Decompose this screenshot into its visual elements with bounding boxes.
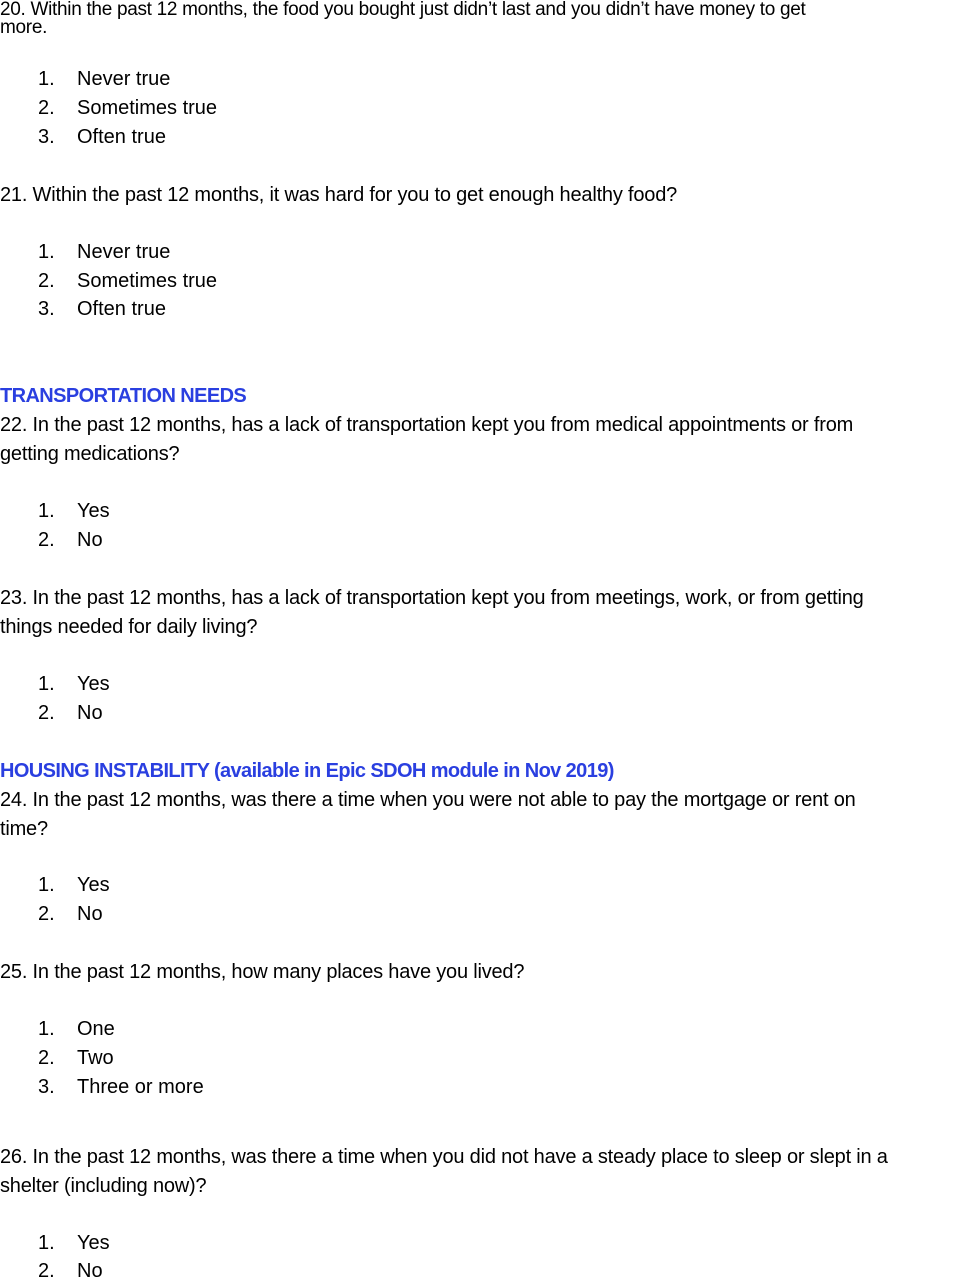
option-number: 3. [38,298,55,320]
option-number: 2. [38,903,55,925]
option-label: Yes [77,874,110,896]
option-label: Sometimes true [77,270,218,292]
option-number: 2. [38,270,55,292]
question-23-option-1 [0,670,400,699]
question-21-option-3 [0,295,400,324]
question-22-option-2 [0,526,400,555]
question-22-option-1 [0,497,400,526]
option-number: 1. [38,68,55,90]
option-label: Never true [77,68,171,90]
question-22-text-line-2: getting medications? [0,443,180,465]
option-label: No [77,702,103,724]
question-20-text-line-2: more. [0,17,48,38]
option-label: Yes [77,1232,110,1254]
option-number: 3. [38,1076,55,1098]
question-24-text-line-1: 24. In the past 12 months, was there a time when you were not able to pay the mortgage or rent on [0,789,856,811]
question-23-text-line-2: things needed for daily living? [0,616,258,638]
question-25-option-3 [0,1073,400,1102]
question-21-option-2 [0,267,400,296]
option-label: Two [77,1047,114,1069]
option-label: Yes [77,500,110,522]
question-22-text-line-1: 22. In the past 12 months, has a lack of transportation kept you from medical appointments or from [0,414,854,436]
question-20-text-line-1: 20. Within the past 12 months, the food you bought just didn’t last and you didn’t have money to get [0,0,806,20]
option-number: 1. [38,1232,55,1254]
option-number: 2. [38,1047,55,1069]
option-number: 1. [38,500,55,522]
option-number: 1. [38,241,55,263]
option-label: No [77,903,103,925]
question-24-option-1 [0,871,400,900]
option-label: Often true [77,126,166,148]
option-label: Often true [77,298,166,320]
option-number: 1. [38,874,55,896]
option-label: No [77,1260,103,1280]
option-label: Sometimes true [77,97,218,119]
question-23-text-line-1: 23. In the past 12 months, has a lack of transportation kept you from meetings, work, or from getting [0,587,864,609]
option-number: 3. [38,126,55,148]
option-number: 1. [38,673,55,695]
option-number: 1. [38,1018,55,1040]
question-26-option-1 [0,1229,400,1258]
question-26-text-line-1: 26. In the past 12 months, was there a time when you did not have a steady place to sleep or slept in a [0,1146,888,1168]
question-21-option-1 [0,238,400,267]
question-23-option-2 [0,699,400,728]
option-label: Never true [77,241,171,263]
option-label: Yes [77,673,110,695]
option-number: 2. [38,1260,55,1280]
option-label: Three or more [77,1076,204,1098]
option-number: 2. [38,529,55,551]
question-20-option-2 [0,94,400,123]
section-heading-transportation: TRANSPORTATION NEEDS [0,385,247,407]
question-21-text: 21. Within the past 12 months, it was hard for you to get enough healthy food? [0,184,678,206]
question-26-text-line-2: shelter (including now)? [0,1175,207,1197]
question-24-text-line-2: time? [0,818,48,840]
question-25-option-1 [0,1015,400,1044]
question-25-option-2 [0,1044,400,1073]
question-24-option-2 [0,900,400,929]
option-number: 2. [38,702,55,724]
option-label: One [77,1018,115,1040]
section-heading-housing: HOUSING INSTABILITY (available in Epic SDOH module in Nov 2019) [0,760,614,782]
question-25-text: 25. In the past 12 months, how many places have you lived? [0,961,525,983]
option-number: 2. [38,97,55,119]
question-20-option-3 [0,123,400,152]
question-26-option-2 [0,1257,400,1280]
option-label: No [77,529,103,551]
question-20-option-1 [0,65,400,94]
